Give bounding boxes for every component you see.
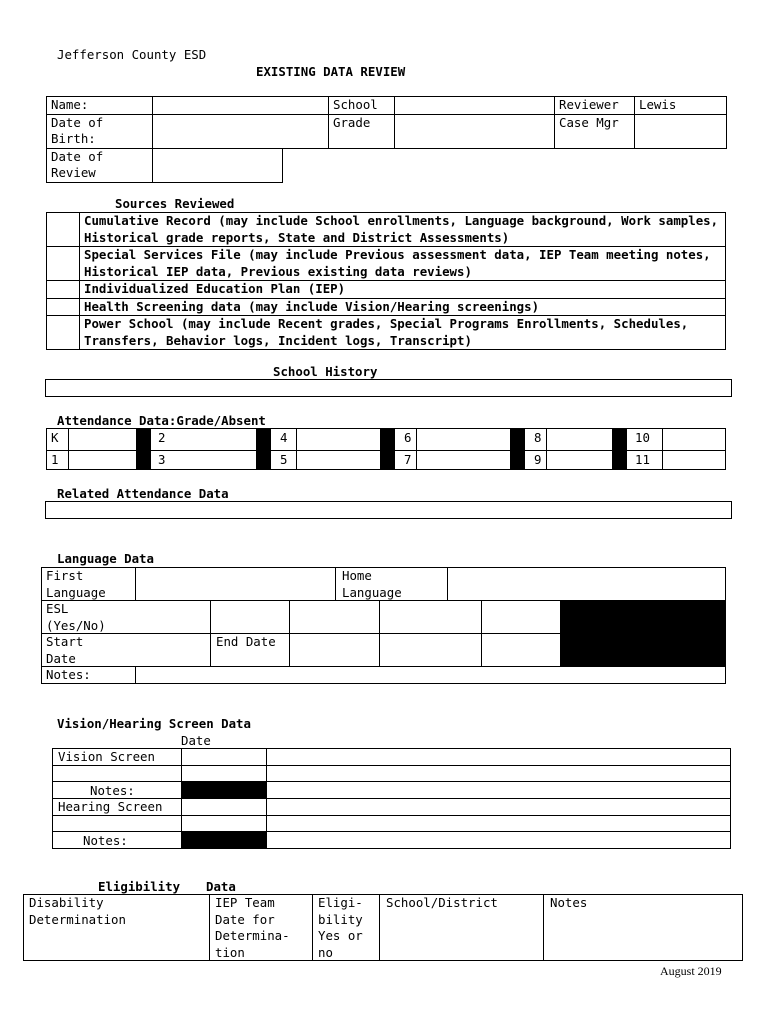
- casemgr-label: Case Mgr: [555, 114, 635, 148]
- dob-label: Date of Birth:: [47, 114, 153, 148]
- footer-date: August 2019: [660, 964, 722, 978]
- grade-3-label: 3: [158, 452, 166, 467]
- sources-table: [46, 212, 726, 350]
- start-date-label: Start Date: [46, 634, 84, 666]
- source-checkbox[interactable]: [47, 316, 80, 350]
- date-column-label: Date: [181, 733, 211, 748]
- vision-screen-label: Vision Screen: [58, 749, 155, 764]
- school-label: School: [329, 97, 395, 115]
- source-item: Cumulative Record (may include School enrollments, Language background, Work samples, Historical grade reports, State and District Assessments): [80, 213, 726, 247]
- grade-8-label: 8: [534, 430, 542, 445]
- sources-heading: Sources Reviewed: [115, 196, 235, 211]
- language-grid: [41, 567, 726, 684]
- source-checkbox[interactable]: [47, 298, 80, 316]
- vision-hearing-grid: [52, 748, 731, 849]
- review-date-label: Date of Review: [47, 148, 153, 182]
- source-item: Health Screening data (may include Vision/Hearing screenings): [80, 298, 726, 316]
- eligibility-grid: [23, 894, 743, 961]
- grade-6-label: 6: [404, 430, 412, 445]
- name-field[interactable]: [153, 97, 329, 115]
- esl-label: ESL (Yes/No): [46, 601, 106, 633]
- grade-k-label: K: [51, 430, 59, 445]
- grade-11-label: 11: [635, 452, 650, 467]
- vision-notes-label: Notes:: [90, 783, 135, 798]
- home-language-label: Home Language: [342, 568, 402, 600]
- source-item: Special Services File (may include Previous assessment data, IEP Team meeting notes, Historical IEP data, Previous existing data reviews): [80, 247, 726, 281]
- eligibility-heading: Eligibility: [98, 879, 181, 894]
- grade-10-label: 10: [635, 430, 650, 445]
- reviewer-label: Reviewer: [555, 97, 635, 115]
- source-checkbox[interactable]: [47, 281, 80, 299]
- grade-1-label: 1: [51, 452, 59, 467]
- language-heading: Language Data: [57, 551, 154, 566]
- name-label: Name:: [47, 97, 153, 115]
- attendance-grid: [46, 428, 726, 470]
- related-attendance-field[interactable]: [45, 501, 732, 519]
- grade-field[interactable]: [395, 114, 555, 148]
- casemgr-field[interactable]: [635, 114, 727, 148]
- source-checkbox[interactable]: [47, 247, 80, 281]
- eligibility-heading-data: Data: [206, 879, 236, 894]
- org-name: Jefferson County ESD: [57, 47, 207, 62]
- source-item: Power School (may include Recent grades, Special Programs Enrollments, Schedules, Transfers, Behavior logs, Incident logs, Transcript): [80, 316, 726, 350]
- dob-field[interactable]: [153, 114, 329, 148]
- source-item: Individualized Education Plan (IEP): [80, 281, 726, 299]
- attendance-heading: Attendance Data:Grade/Absent: [57, 413, 266, 428]
- grade-2-label: 2: [158, 430, 166, 445]
- school-history-field[interactable]: [45, 379, 732, 397]
- school-district-header: School/District: [386, 895, 498, 910]
- attendance-lines: [46, 428, 726, 470]
- grade-9-label: 9: [534, 452, 542, 467]
- source-checkbox[interactable]: [47, 213, 80, 247]
- disability-determination-header: Disability Determination: [29, 895, 126, 927]
- grade-7-label: 7: [404, 452, 412, 467]
- vision-hearing-heading: Vision/Hearing Screen Data: [57, 716, 251, 731]
- iep-team-date-header: IEP Team Date for Determina- tion: [215, 895, 290, 960]
- grade-5-label: 5: [280, 452, 288, 467]
- language-notes-label: Notes:: [46, 667, 91, 682]
- school-field[interactable]: [395, 97, 555, 115]
- student-info-table: [46, 96, 727, 183]
- reviewer-value[interactable]: Lewis: [635, 97, 727, 115]
- grade-4-label: 4: [280, 430, 288, 445]
- hearing-screen-label: Hearing Screen: [58, 799, 163, 814]
- hearing-notes-label: Notes:: [83, 833, 128, 848]
- related-attendance-heading: Related Attendance Data: [57, 486, 229, 501]
- first-language-label: First Language: [46, 568, 106, 600]
- notes-header: Notes: [550, 895, 588, 910]
- page-title: EXISTING DATA REVIEW: [256, 64, 406, 79]
- eligibility-header: Eligi- bility Yes or no: [318, 895, 363, 960]
- end-date-label: End Date: [216, 634, 276, 649]
- review-date-field[interactable]: [153, 148, 283, 182]
- school-history-heading: School History: [273, 364, 378, 379]
- grade-label: Grade: [329, 114, 395, 148]
